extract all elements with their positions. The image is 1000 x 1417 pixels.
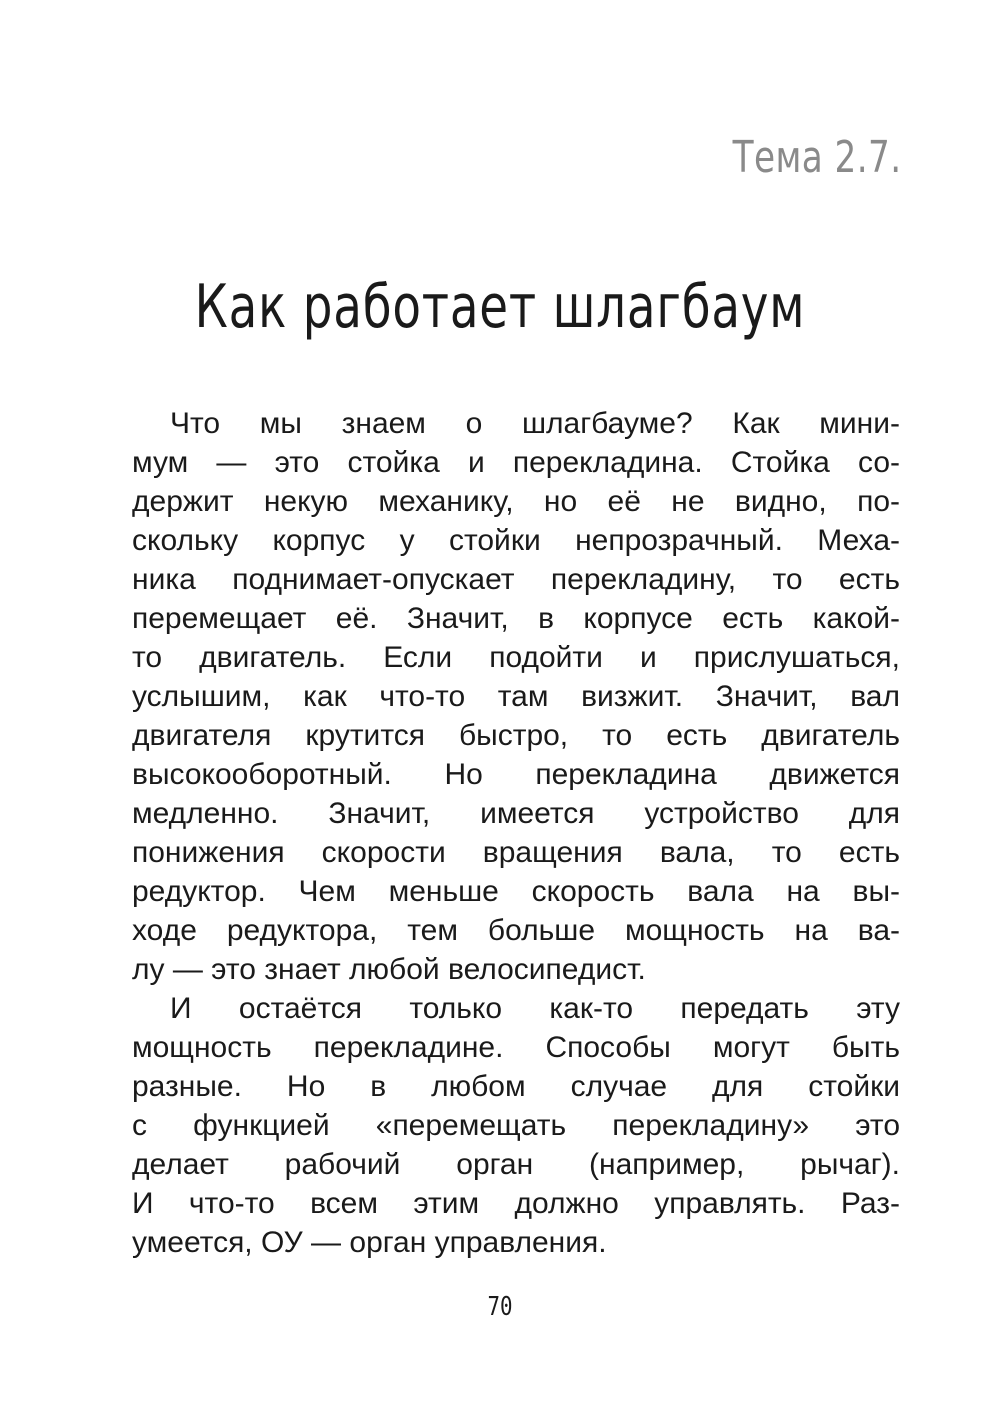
paragraph-line: редуктор. Чем меньше скорость вала на вы- — [132, 875, 900, 908]
paragraph-line: И что-то всем этим должно управлять. Раз- — [132, 1187, 900, 1220]
page-number: 70 — [487, 1292, 513, 1322]
paragraph-line: перемещает её. Значит, в корпусе есть какой- — [132, 602, 900, 635]
paragraph-line: лу — это знает любой велосипедист. — [132, 953, 646, 986]
paragraph-line: то двигатель. Если подойти и прислушаться, — [132, 641, 900, 674]
paragraph-line: И остаётся только как-то передать эту — [170, 992, 900, 1025]
topic-label: Тема 2.7. — [733, 132, 902, 183]
paragraph-line: понижения скорости вращения вала, то есть — [132, 836, 900, 869]
paragraph-line: ходе редуктора, тем больше мощность на ва- — [132, 914, 900, 947]
paragraph-line: умеется, ОУ — орган управления. — [132, 1226, 607, 1259]
paragraph-line: высокооборотный. Но перекладина движется — [132, 758, 900, 791]
paragraph-line: скольку корпус у стойки непрозрачный. Меха- — [132, 524, 900, 557]
paragraph-line: медленно. Значит, имеется устройство для — [132, 797, 900, 830]
paragraph-line: ника поднимает-опускает перекладину, то есть — [132, 563, 900, 596]
paragraph-1 — [132, 404, 900, 989]
body-text — [132, 404, 900, 1262]
paragraph-line: мум — это стойка и перекладина. Стойка со- — [132, 446, 900, 479]
paragraph-line: держит некую механику, но её не видно, по- — [132, 485, 900, 518]
paragraph-2 — [132, 989, 900, 1262]
paragraph-line: делает рабочий орган (например, рычаг). — [132, 1148, 900, 1181]
paragraph-line: разные. Но в любом случае для стойки — [132, 1070, 900, 1103]
paragraph-line: двигателя крутится быстро, то есть двигатель — [132, 719, 900, 752]
paragraph-line: Что мы знаем о шлагбауме? Как мини- — [170, 407, 900, 440]
paragraph-line: мощность перекладине. Способы могут быть — [132, 1031, 900, 1064]
paragraph-line: услышим, как что-то там визжит. Значит, вал — [132, 680, 900, 713]
chapter-title: Как работает шлагбаум — [194, 272, 806, 342]
paragraph-line: с функцией «перемещать перекладину» это — [132, 1109, 900, 1142]
